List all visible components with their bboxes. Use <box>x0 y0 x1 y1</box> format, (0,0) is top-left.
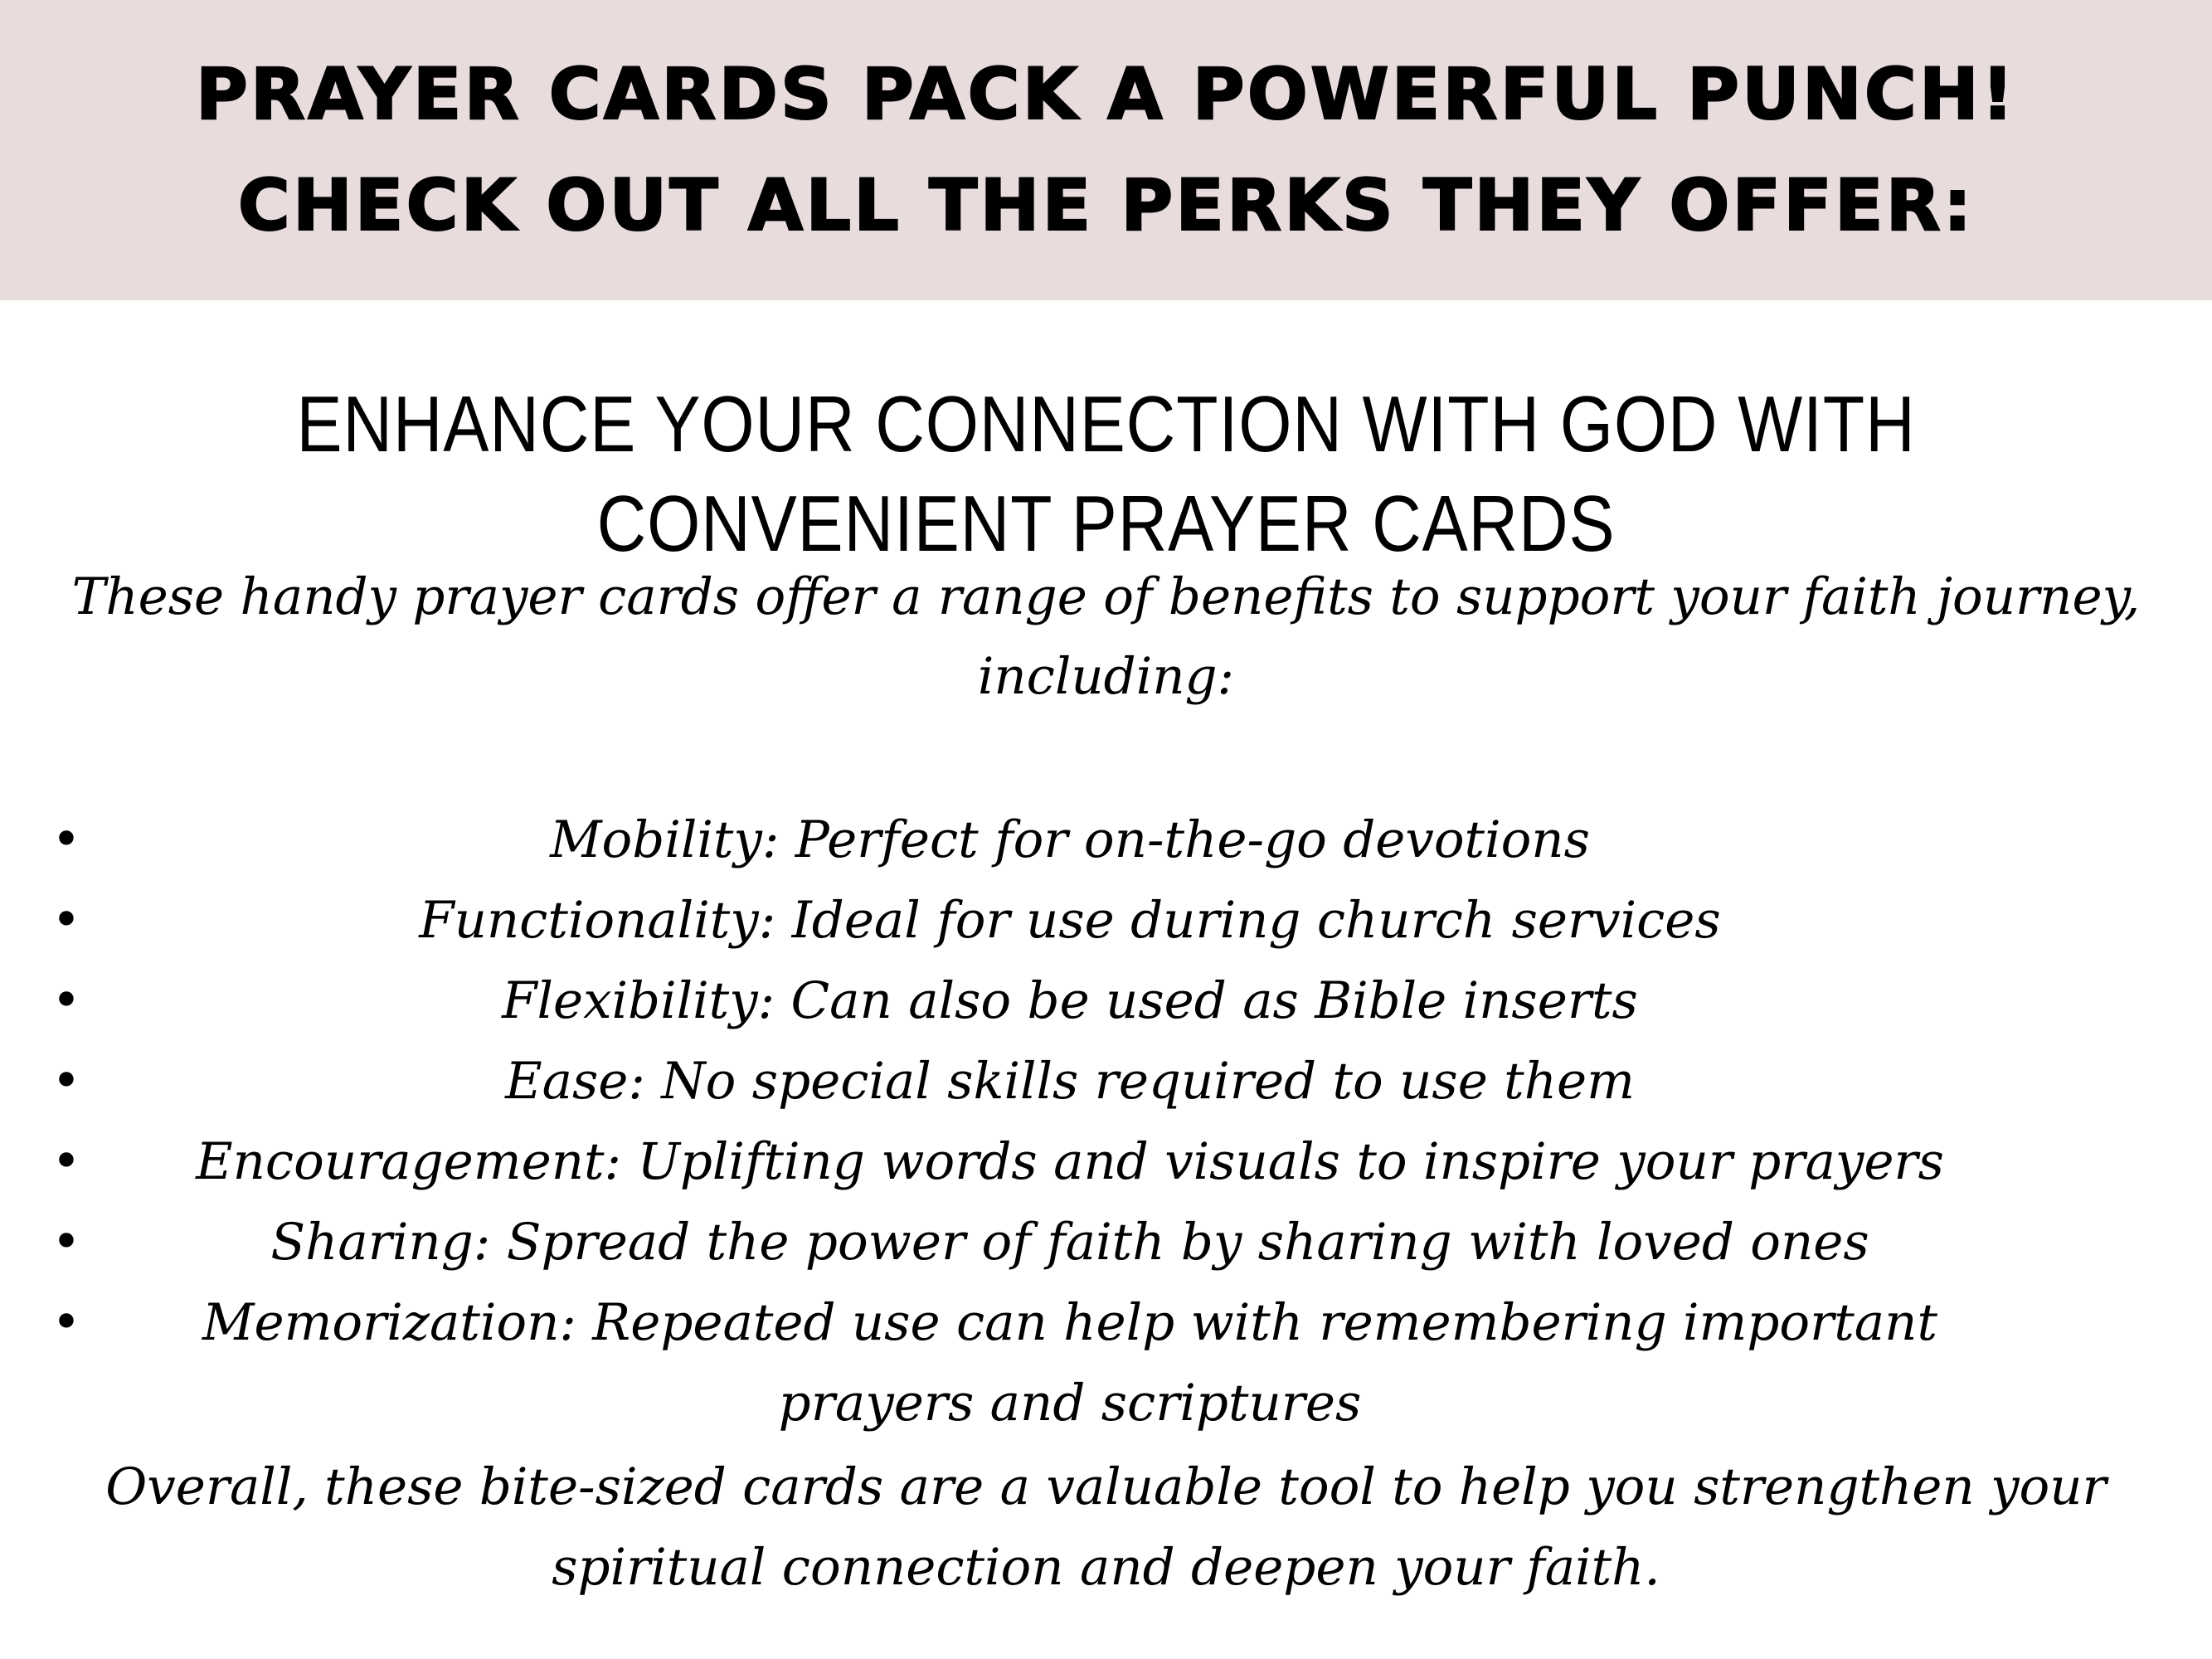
bullet-icon: • <box>51 1293 81 1351</box>
subheading: ENHANCE YOUR CONNECTION WITH GOD WITH CONVENIENT PRAYER CARDS <box>296 380 1916 568</box>
header-banner <box>0 0 2212 300</box>
bullet-icon: • <box>51 810 81 868</box>
bullet-icon: • <box>51 891 81 949</box>
benefit-text: Functionality: Ideal for use during church services <box>419 891 1721 950</box>
benefit-item-encouragement <box>0 1121 2212 1202</box>
benefit-text: Sharing: Spread the power of faith by sharing with loved ones <box>270 1213 1869 1272</box>
bullet-icon: • <box>51 1213 81 1271</box>
benefits-list <box>0 800 2212 1443</box>
bullet-icon: • <box>51 1052 81 1110</box>
benefit-text: Encouragement: Uplifting words and visuals to inspire your prayers <box>196 1132 1944 1191</box>
benefit-text: Mobility: Perfect for on-the-go devotions <box>550 810 1590 869</box>
benefit-text: Flexibility: Can also be used as Bible inserts <box>502 971 1638 1030</box>
bullet-icon: • <box>51 971 81 1029</box>
benefit-item-sharing <box>0 1202 2212 1282</box>
benefit-text: Memorization: Repeated use can help with remembering important prayers and scriptures <box>202 1293 1937 1433</box>
closing-paragraph: Overall, these bite-sized cards are a valuable tool to help you strengthen your spiritual connection and deepen your faith. <box>105 1457 2107 1597</box>
benefit-item-functionality <box>0 880 2212 961</box>
benefit-item-flexibility <box>0 961 2212 1041</box>
page-title: PRAYER CARDS PACK A POWERFUL PUNCH! CHECK OUT ALL THE PERKS THEY OFFER: <box>195 53 2017 247</box>
intro-paragraph: These handy prayer cards offer a range of benefits to support your faith journey, including: <box>71 567 2141 706</box>
benefit-item-memorization <box>0 1282 2212 1443</box>
benefit-text: Ease: No special skills required to use them <box>505 1052 1635 1111</box>
benefit-item-mobility <box>0 800 2212 880</box>
benefit-item-ease <box>0 1041 2212 1121</box>
bullet-icon: • <box>51 1132 81 1190</box>
